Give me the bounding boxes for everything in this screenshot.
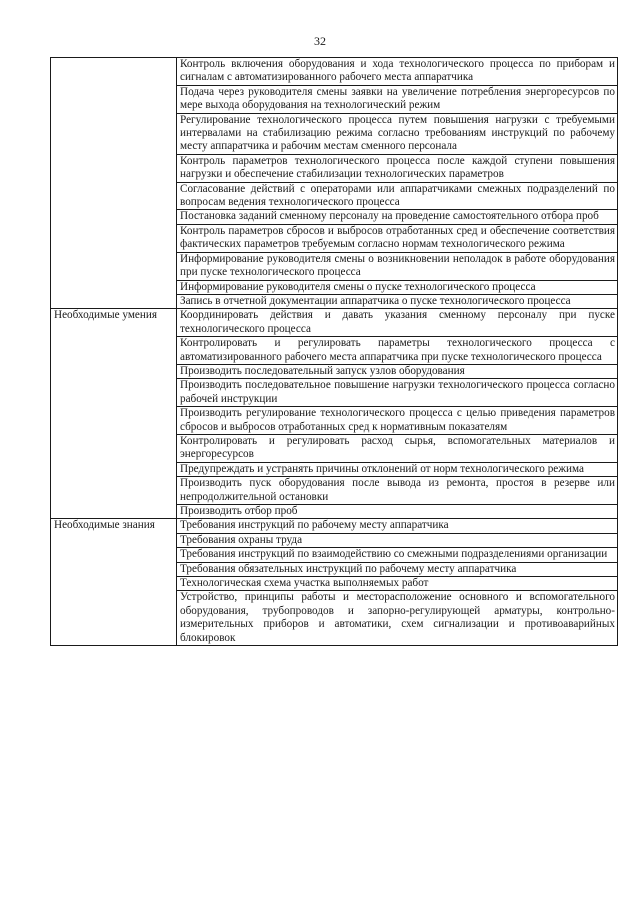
table-cell: Предупреждать и устранять причины отклонений от норм технологического режима: [177, 462, 618, 476]
table-cell: Координировать действия и давать указания сменному персоналу при пуске технологического процесса: [177, 309, 618, 337]
page-number: 32: [314, 34, 326, 48]
table-cell: Контроль параметров технологического процесса после каждой ступени повышения нагрузки и обеспечение стабилизации технологических параметров: [177, 154, 618, 182]
table-cell: Контролировать и регулировать параметры технологического процесса с автоматизированного рабочего места аппаратчика при пуске технологического процесса: [177, 337, 618, 365]
table-cell: Контролировать и регулировать расход сырья, вспомогательных материалов и энергоресурсов: [177, 434, 618, 462]
section-label-actions: [51, 58, 177, 309]
table-cell: Требования обязательных инструкций по рабочему месту аппаратчика: [177, 562, 618, 576]
table-cell: Требования инструкций по рабочему месту аппаратчика: [177, 519, 618, 533]
table-cell: Производить пуск оборудования после вывода из ремонта, простоя в резерве или непродолжительной остановки: [177, 477, 618, 505]
table-row: [51, 309, 618, 337]
table-cell: Информирование руководителя смены о пуске технологического процесса: [177, 280, 618, 294]
table-cell: Производить отбор проб: [177, 505, 618, 519]
table-cell: Производить регулирование технологического процесса с целью приведения параметров сбросов и выбросов отработанных сред к нормативным показателям: [177, 407, 618, 435]
table-row: [51, 519, 618, 533]
table-cell: Устройство, принципы работы и месторасположение основного и вспомогательного оборудования, трубопроводов и запорно-регулирующей арматуры, контрольно-измерительных приборов и автоматики, схем сигнализации и противоаварийных блокировок: [177, 591, 618, 646]
table-cell: Производить последовательный запуск узлов оборудования: [177, 364, 618, 378]
table-cell: Производить последовательное повышение нагрузки технологического процесса согласно рабочей инструкции: [177, 379, 618, 407]
table-cell: Информирование руководителя смены о возникновении неполадок в работе оборудования при пуске технологического процесса: [177, 252, 618, 280]
table-cell: Технологическая схема участка выполняемых работ: [177, 577, 618, 591]
table-cell: Требования охраны труда: [177, 533, 618, 547]
table-cell: Контроль параметров сбросов и выбросов отработанных сред и обеспечение соответствия фактических параметров требуемым согласно нормам технологического режима: [177, 224, 618, 252]
table-cell: Требования инструкций по взаимодействию со смежными подразделениями организации: [177, 548, 618, 562]
table-cell: Постановка заданий сменному персоналу на проведение самостоятельного отбора проб: [177, 210, 618, 224]
table-cell: Запись в отчетной документации аппаратчика о пуске технологического процесса: [177, 294, 618, 308]
table-cell: Контроль включения оборудования и хода технологического процесса по приборам и сигналам с автоматизированного рабочего места аппаратчика: [177, 58, 618, 86]
section-label-knowledge: Необходимые знания: [51, 519, 177, 646]
table-cell: Согласование действий с операторами или аппаратчиками смежных подразделений по вопросам ведения технологического процесса: [177, 182, 618, 210]
requirements-table: [50, 57, 618, 646]
table-cell: Регулирование технологического процесса путем повышения нагрузки с требуемыми интервалами на стабилизацию режима согласно требованиям инструкций по рабочему месту аппаратчика и рабочим местам сменного персонала: [177, 113, 618, 154]
table-row: [51, 58, 618, 86]
table-cell: Подача через руководителя смены заявки на увеличение потребления энергоресурсов по мере выхода оборудования на технологический режим: [177, 85, 618, 113]
section-label-skills: Необходимые умения: [51, 309, 177, 519]
